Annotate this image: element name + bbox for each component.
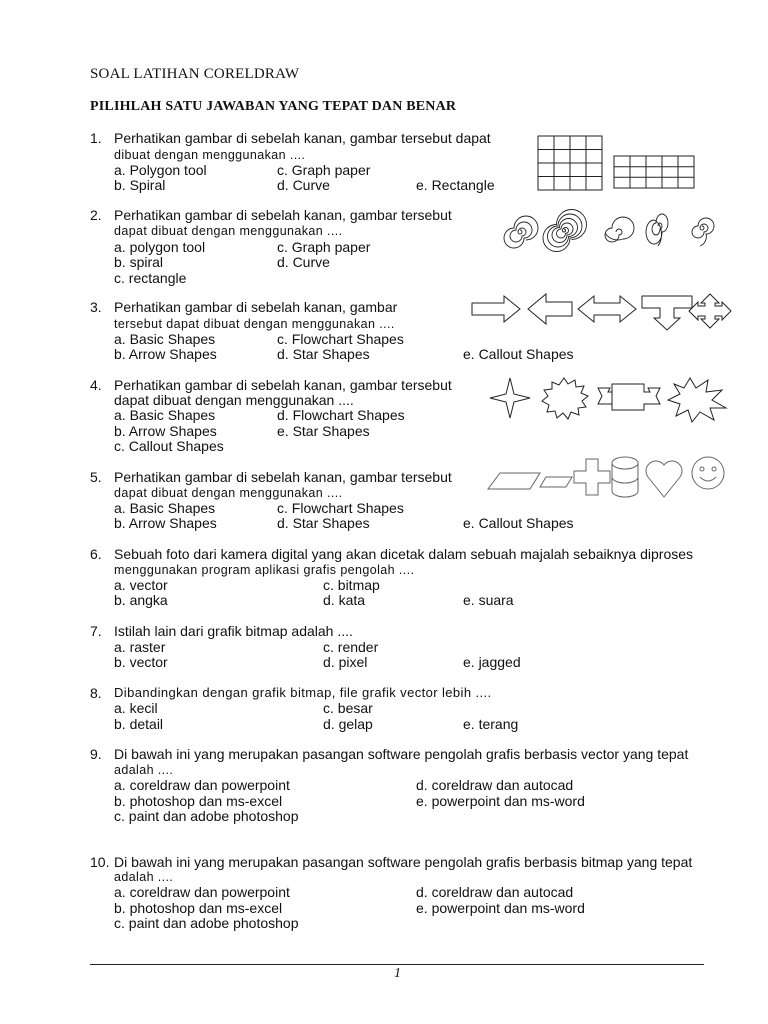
question-text: Perhatikan gambar di sebelah kanan, gambar tersebut <box>114 377 452 393</box>
question-text: Dibandingkan dengan grafik bitmap, file grafik vector lebih .... <box>114 685 492 700</box>
page-number: 1 <box>394 966 401 981</box>
option-b: b. Spiral <box>114 177 166 193</box>
option-d: d. gelap <box>323 716 373 732</box>
question-number: 1. <box>90 130 102 146</box>
question-text: Perhatikan gambar di sebelah kanan, gambar tersebut dapat <box>114 130 491 146</box>
option-e: e. Callout Shapes <box>463 515 574 531</box>
question-number: 8. <box>90 685 102 701</box>
option-d: d. kata <box>323 592 366 608</box>
option-d: d. coreldraw dan autocad <box>416 884 574 900</box>
option-c: c. paint dan adobe photoshop <box>114 915 299 931</box>
question-text: Sebuah foto dari kamera digital yang akan dicetak dalam sebuah majalah sebaiknya diproses <box>114 546 694 562</box>
option-c: c. Graph paper <box>277 239 371 255</box>
option-e: e. Callout Shapes <box>463 346 574 362</box>
question-text-continued: dapat dibuat dengan menggunakan .... <box>114 224 343 238</box>
option-b: b. photoshop dan ms-excel <box>114 793 283 809</box>
option-b: b. photoshop dan ms-excel <box>114 900 283 916</box>
question-text: Istilah lain dari grafik bitmap adalah .... <box>114 623 353 639</box>
option-c: c. Flowchart Shapes <box>277 500 404 516</box>
question-number: 9. <box>90 746 102 762</box>
question-text-continued: adalah .... <box>114 763 174 777</box>
document-title: SOAL LATIHAN CORELDRAW <box>90 66 300 82</box>
option-e: e. powerpoint dan ms-word <box>416 900 585 916</box>
option-e: c. rectangle <box>114 270 187 286</box>
option-e: e. Rectangle <box>416 177 495 193</box>
option-c: c. render <box>323 639 379 655</box>
option-e: e. powerpoint dan ms-word <box>416 793 585 809</box>
option-d: d. pixel <box>323 654 368 670</box>
question-text-continued: menggunakan program aplikasi grafis pengolah .... <box>114 563 415 577</box>
arrow-shapes-icon <box>470 290 750 332</box>
option-e: e. suara <box>463 592 514 608</box>
option-c: c. Graph paper <box>277 162 371 178</box>
option-c: c. paint dan adobe photoshop <box>114 808 299 824</box>
option-d: d. Curve <box>277 177 330 193</box>
question-number: 10. <box>90 854 110 870</box>
option-d: d. coreldraw dan autocad <box>416 777 574 793</box>
question-text-continued: tersebut dapat dibuat dengan menggunakan .... <box>114 317 395 331</box>
option-d: d. Star Shapes <box>277 346 370 362</box>
spirals-icon <box>502 204 717 256</box>
option-c: c. bitmap <box>323 577 380 593</box>
option-d: d. Flowchart Shapes <box>277 407 405 423</box>
option-b: b. Arrow Shapes <box>114 346 217 362</box>
option-c: c. besar <box>323 700 373 716</box>
footer-rule <box>90 964 704 965</box>
option-d: d. Star Shapes <box>277 515 370 531</box>
star-shapes-icon <box>486 374 746 424</box>
basic-shapes-icon <box>486 451 730 503</box>
question-number: 5. <box>90 469 102 485</box>
instruction-heading: PILIHLAH SATU JAWABAN YANG TEPAT DAN BENAR <box>90 99 457 114</box>
option-a: a. vector <box>114 577 168 593</box>
option-b: b. Arrow Shapes <box>114 423 217 439</box>
option-e: e. jagged <box>463 654 521 670</box>
option-a: a. Basic Shapes <box>114 500 216 516</box>
option-a: a. raster <box>114 639 166 655</box>
question-text-continued: dapat dibuat dengan menggunakan .... <box>114 486 343 500</box>
option-a: a. Basic Shapes <box>114 407 216 423</box>
question-text-continued: dibuat dengan menggunakan .... <box>114 148 306 162</box>
option-d: d. Curve <box>277 254 330 270</box>
question-number: 3. <box>90 299 102 315</box>
option-a: a. kecil <box>114 700 158 716</box>
option-b: b. Arrow Shapes <box>114 515 217 531</box>
option-e: e. Star Shapes <box>277 423 370 439</box>
question-text: Perhatikan gambar di sebelah kanan, gambar <box>114 299 398 315</box>
option-c: c. Callout Shapes <box>114 438 224 454</box>
graph-paper-grids-icon <box>536 134 696 192</box>
question-text: Di bawah ini yang merupakan pasangan software pengolah grafis berbasis vector yang tepat <box>114 746 689 762</box>
question-text-continued: dapat dibuat dengan menggunakan .... <box>114 392 354 408</box>
option-e: e. terang <box>463 716 519 732</box>
option-a: a. Basic Shapes <box>114 331 216 347</box>
option-a: a. polygon tool <box>114 239 206 255</box>
question-text: Di bawah ini yang merupakan pasangan software pengolah grafis berbasis bitmap yang tepat <box>114 854 693 870</box>
question-number: 7. <box>90 623 102 639</box>
option-c: c. Flowchart Shapes <box>277 331 404 347</box>
question-text-continued: adalah .... <box>114 870 174 884</box>
question-text: Perhatikan gambar di sebelah kanan, gambar tersebut <box>114 469 452 485</box>
question-number: 2. <box>90 207 102 223</box>
option-b: b. vector <box>114 654 168 670</box>
option-b: b. angka <box>114 592 168 608</box>
option-a: a. Polygon tool <box>114 162 207 178</box>
question-number: 6. <box>90 546 102 562</box>
option-a: a. coreldraw dan powerpoint <box>114 777 290 793</box>
question-number: 4. <box>90 377 102 393</box>
option-b: b. detail <box>114 716 164 732</box>
option-b: b. spiral <box>114 254 164 270</box>
option-a: a. coreldraw dan powerpoint <box>114 884 290 900</box>
question-text: Perhatikan gambar di sebelah kanan, gambar tersebut <box>114 207 452 223</box>
